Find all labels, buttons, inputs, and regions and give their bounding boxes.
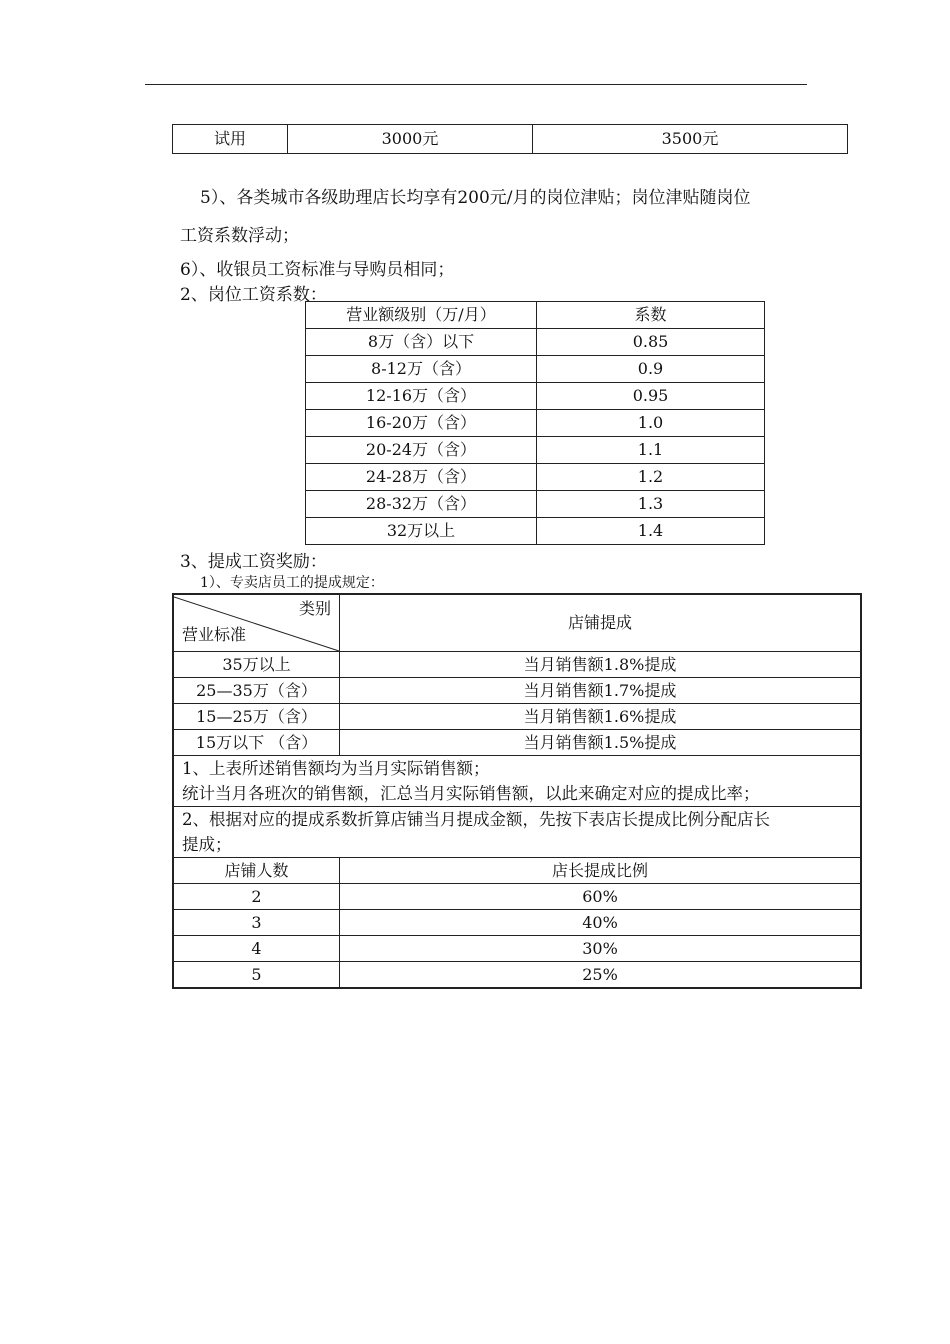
staff-count: 4	[173, 936, 340, 962]
coef-level: 20-24万（含）	[306, 437, 537, 464]
table-row	[306, 410, 765, 437]
table-row	[173, 704, 861, 730]
coef-level: 8-12万（含）	[306, 356, 537, 383]
probation-table	[172, 124, 848, 154]
table-row	[306, 491, 765, 518]
commission-rate: 当月销售额1.5%提成	[340, 730, 862, 756]
probation-value-2: 3500元	[533, 125, 848, 154]
staff-count: 5	[173, 962, 340, 989]
note-1-line-2: 统计当月各班次的销售额，汇总当月实际销售额，以此来确定对应的提成比率；	[182, 784, 760, 803]
table-row	[173, 652, 861, 678]
paragraph-5-line-1: 5）、各类城市各级助理店长均享有200元/月的岗位津贴；岗位津贴随岗位	[200, 188, 751, 208]
coef-value: 1.1	[537, 437, 765, 464]
sub-1-title: 1）、专卖店员工的提成规定：	[200, 575, 384, 591]
staff-count: 3	[173, 910, 340, 936]
coef-header-level: 营业额级别（万/月）	[306, 302, 537, 329]
table-row	[306, 329, 765, 356]
manager-ratio: 60%	[340, 884, 862, 910]
diagonal-header-cell	[173, 594, 340, 652]
coef-value: 1.4	[537, 518, 765, 545]
coef-value: 0.9	[537, 356, 765, 383]
paragraph-5-line-2: 工资系数浮动；	[180, 226, 299, 246]
coef-header-value: 系数	[537, 302, 765, 329]
table-row	[173, 936, 861, 962]
coef-level: 12-16万（含）	[306, 383, 537, 410]
coef-level: 28-32万（含）	[306, 491, 537, 518]
note-row	[173, 807, 861, 858]
commission-rate: 当月销售额1.7%提成	[340, 678, 862, 704]
note-2-line-2: 提成；	[182, 835, 232, 854]
table-row	[306, 383, 765, 410]
table-row	[306, 437, 765, 464]
coef-value: 0.85	[537, 329, 765, 356]
note-row	[173, 756, 861, 807]
diag-top-label: 类别	[298, 599, 331, 618]
table-row	[306, 518, 765, 545]
sales-tier: 15万以下 （含）	[173, 730, 340, 756]
section-2-title: 2、岗位工资系数：	[180, 285, 327, 305]
note-2	[173, 807, 861, 858]
coef-value: 0.95	[537, 383, 765, 410]
ratio-header-staff: 店铺人数	[173, 858, 340, 884]
staff-count: 2	[173, 884, 340, 910]
table-header-row	[173, 594, 861, 652]
probation-value-1: 3000元	[288, 125, 533, 154]
coef-level: 16-20万（含）	[306, 410, 537, 437]
table-row	[173, 884, 861, 910]
paragraph-6: 6）、收银员工资标准与导购员相同；	[180, 260, 455, 280]
manager-ratio: 30%	[340, 936, 862, 962]
table-header-row	[306, 302, 765, 329]
header-rule	[145, 84, 807, 85]
diag-bottom-label: 营业标准	[182, 625, 247, 644]
table-header-row	[173, 858, 861, 884]
sales-tier: 15—25万（含）	[173, 704, 340, 730]
coef-value: 1.3	[537, 491, 765, 518]
note-1-line-1: 1、上表所述销售额均为当月实际销售额；	[182, 759, 490, 778]
table-row	[173, 730, 861, 756]
commission-rate: 当月销售额1.6%提成	[340, 704, 862, 730]
coefficient-table	[305, 301, 765, 545]
coef-value: 1.2	[537, 464, 765, 491]
section-3-title: 3、提成工资奖励：	[180, 552, 327, 572]
table-row	[306, 356, 765, 383]
commission-header: 店铺提成	[340, 594, 862, 652]
probation-label: 试用	[173, 125, 288, 154]
note-1	[173, 756, 861, 807]
table-row	[173, 678, 861, 704]
manager-ratio: 25%	[340, 962, 862, 989]
note-2-line-1: 2、根据对应的提成系数折算店铺当月提成金额，先按下表店长提成比例分配店长	[182, 810, 770, 829]
table-row	[306, 464, 765, 491]
coef-level: 8万（含）以下	[306, 329, 537, 356]
coef-level: 32万以上	[306, 518, 537, 545]
commission-rate: 当月销售额1.8%提成	[340, 652, 862, 678]
table-row	[173, 962, 861, 989]
coef-level: 24-28万（含）	[306, 464, 537, 491]
coef-value: 1.0	[537, 410, 765, 437]
table-row	[173, 910, 861, 936]
sales-tier: 35万以上	[173, 652, 340, 678]
ratio-header-percent: 店长提成比例	[340, 858, 862, 884]
commission-table	[172, 593, 862, 989]
sales-tier: 25—35万（含）	[173, 678, 340, 704]
manager-ratio: 40%	[340, 910, 862, 936]
table-row	[173, 125, 848, 154]
